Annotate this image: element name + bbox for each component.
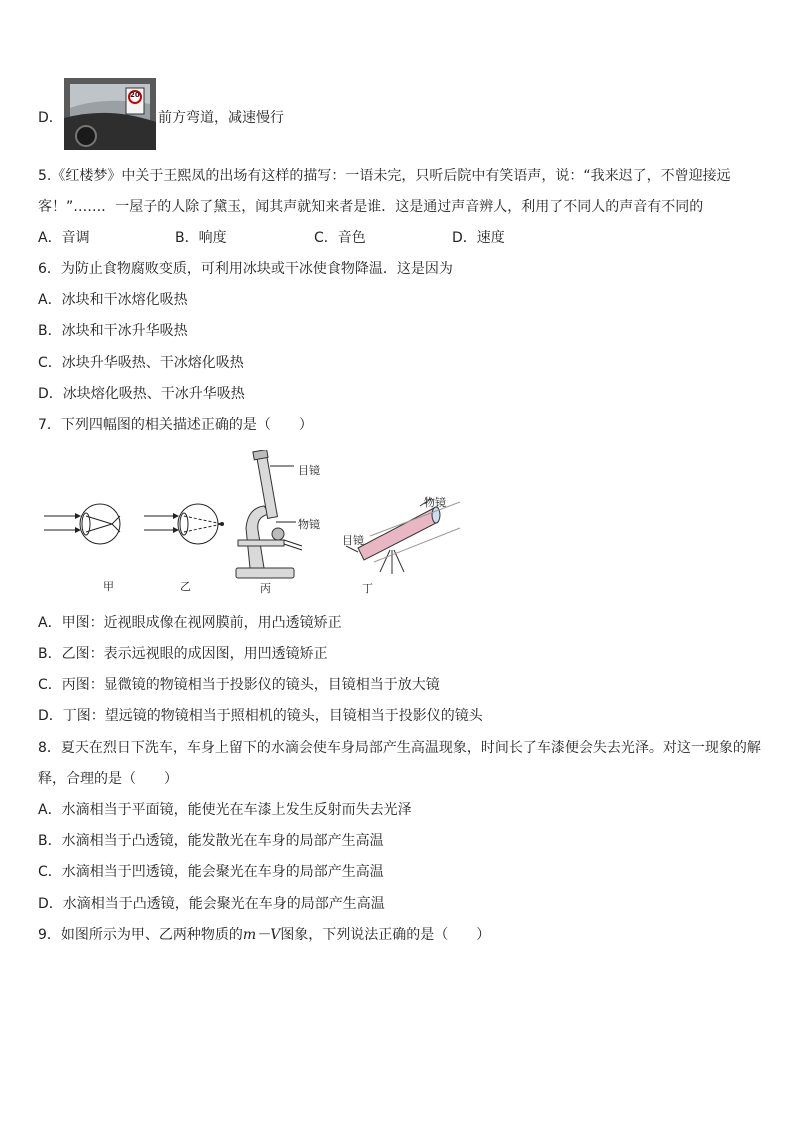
q4-option-d-letter: D． — [38, 110, 63, 126]
q6-stem: 6．为防止食物腐败变质，可利用冰块或干冰使食物降温．这是因为 — [38, 261, 453, 277]
q8-option-b[interactable]: B．水滴相当于凸透镜，能发散光在车身的局部产生高温 — [38, 833, 384, 849]
q5-option-c[interactable]: C．音色 — [314, 230, 366, 246]
q5-option-d[interactable]: D．速度 — [452, 230, 505, 246]
microscope-diagram — [236, 450, 302, 578]
q7-figure-drawing — [40, 450, 480, 595]
q7-figure — [40, 450, 480, 595]
label-bing: 丙 — [260, 582, 271, 595]
q9-stem-math: m－V — [242, 927, 281, 943]
q8-stem-line1: 8．夏天在烈日下洗车，车身上留下的水滴会使车身局部产生高温现象，时间长了车漆便会失去光泽。对这一现象的解 — [38, 740, 761, 756]
label-eyepiece-microscope: 目镜 — [298, 464, 320, 477]
q4-option-d-text: 前方弯道，减速慢行 — [158, 110, 284, 126]
q7-option-c[interactable]: C．丙图：显微镜的物镜相当于投影仪的镜头，目镜相当于放大镜 — [38, 677, 440, 693]
q7-option-b[interactable]: B．乙图：表示远视眼的成因图，用凹透镜矫正 — [38, 646, 328, 662]
label-objective-telescope: 物镜 — [424, 496, 446, 509]
q8-stem-line2: 释，合理的是（ ） — [38, 771, 178, 787]
q5-stem-line2: 客！”……．一屋子的人除了黛玉，闻其声就知来者是谁．这是通过声音辨人，利用了不同人的声音有不同的 — [38, 199, 704, 215]
q7-option-d[interactable]: D．丁图：望远镜的物镜相当于照相机的镜头，目镜相当于投影仪的镜头 — [38, 708, 483, 724]
eye-diagram-yi — [144, 504, 224, 544]
q6-option-c[interactable]: C．冰块升华吸热、干冰熔化吸热 — [38, 355, 244, 371]
q5-option-b[interactable]: B．响度 — [175, 230, 227, 246]
speed-sign-text: 20 — [130, 91, 140, 99]
q6-option-d[interactable]: D．冰块熔化吸热、干冰升华吸热 — [38, 386, 245, 402]
q6-option-b[interactable]: B．冰块和干冰升华吸热 — [38, 323, 188, 339]
q6-option-a[interactable]: A．冰块和干冰熔化吸热 — [38, 292, 188, 308]
q5-stem-line1: 5.《红楼梦》中关于王熙凤的出场有这样的描写：一语未完，只听后院中有笑语声，说：“我来迟了，不曾迎接远 — [38, 168, 731, 184]
label-yi: 乙 — [180, 580, 191, 593]
label-jia: 甲 — [103, 580, 114, 593]
q7-option-a[interactable]: A．甲图：近视眼成像在视网膜前，用凸透镜矫正 — [38, 615, 342, 631]
q8-option-d[interactable]: D．水滴相当于凸透镜，能会聚光在车身的局部产生高温 — [38, 896, 385, 912]
eye-diagram-jia — [44, 504, 120, 544]
q9-stem-post: 图象，下列说法正确的是（ ） — [280, 927, 491, 943]
label-ding: 丁 — [362, 582, 373, 595]
label-objective-microscope: 物镜 — [298, 518, 320, 531]
q5-option-a[interactable]: A．音调 — [38, 230, 90, 246]
q8-option-c[interactable]: C．水滴相当于凹透镜，能会聚光在车身的局部产生高温 — [38, 864, 384, 880]
q9-stem — [38, 926, 490, 944]
q8-option-a[interactable]: A．水滴相当于平面镜，能使光在车漆上发生反射而失去光泽 — [38, 802, 412, 818]
q7-stem: 7．下列四幅图的相关描述正确的是（ ） — [38, 417, 313, 433]
label-eyepiece-telescope: 目镜 — [342, 534, 364, 547]
q9-stem-pre: 9．如图所示为甲、乙两种物质的 — [38, 927, 243, 943]
car-dashboard-image — [64, 78, 156, 150]
